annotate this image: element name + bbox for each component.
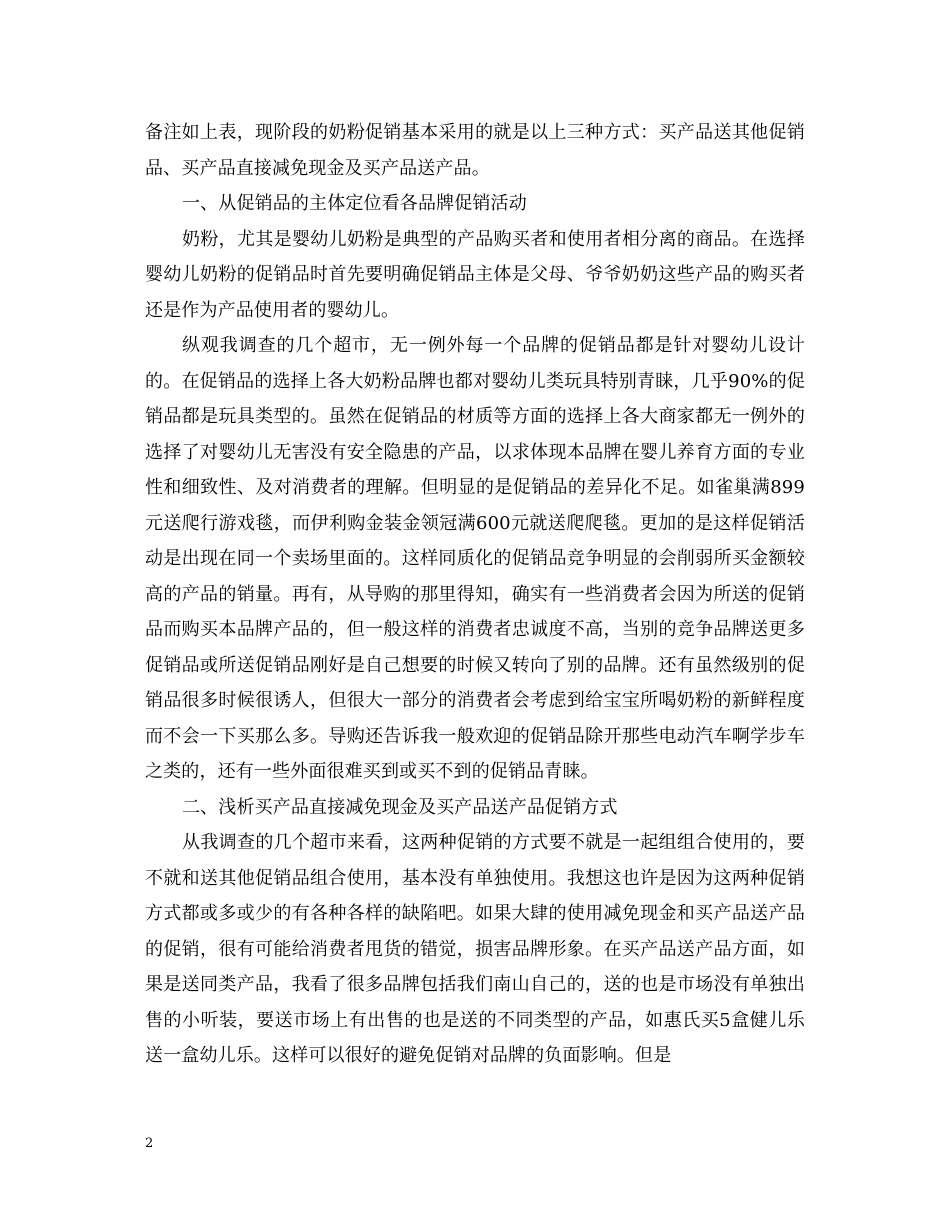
paragraph-milk-powder: 奶粉，尤其是婴幼儿奶粉是典型的产品购买者和使用者相分离的商品。在选择婴幼儿奶粉的促销品时首先要明确促销品主体是父母、爷爷奶奶这些产品的购买者还是作为产品使用者的婴幼儿。 <box>145 228 805 321</box>
paragraph-survey-findings: 纵观我调查的几个超市，无一例外每一个品牌的促销品都是针对婴幼儿设计的。在促销品的选择上各大奶粉品牌也都对婴幼儿类玩具特别青睐，几乎90%的促销品都是玩具类型的。虽然在促销品的材质等方面的选择上各大商家都无一例外的选择了对婴幼儿无害没有安全隐患的产品，以求体现本品牌在婴儿养育方面的专业性和细致性、及对消费者的理解。但明显的是促销品的差异化不足。如雀巢满899元送爬行游戏毯，而伊利购金装金领冠满600元就送爬爬毯。更加的是这样促销活动是出现在同一个卖场里面的。这样同质化的促销品竞争明显的会削弱所买金额较高的产品的销量。再有，从导购的那里得知，确实有一些消费者会因为所送的促销品而购买本品牌产品的，但一般这样的消费者忠诚度不高，当别的竞争品牌送更多促销品或所送促销品刚好是自己想要的时候又转向了别的品牌。还有虽然级别的促销品很多时候很诱人，但很大一部分的消费者会考虑到给宝宝所喝奶粉的新鲜程度而不会一下买那么多。导购还告诉我一般欢迎的促销品除开那些电动汽车啊学步车之类的，还有一些外面很难买到或买不到的促销品青睐。 <box>145 335 805 782</box>
section-heading-2: 二、浅析买产品直接减免现金及买产品送产品促销方式 <box>182 796 618 818</box>
page-body <box>145 115 805 1074</box>
paragraph-intro-remark: 备注如上表，现阶段的奶粉促销基本采用的就是以上三种方式：买产品送其他促销品、买产品直接减免现金及买产品送产品。 <box>145 122 805 179</box>
section-heading-1: 一、从促销品的主体定位看各品牌促销活动 <box>182 193 527 214</box>
page-number: 2 <box>145 1136 154 1151</box>
paragraph-promotion-methods: 从我调查的几个超市来看，这两种促销的方式要不就是一起组组合使用的，要不就和送其他促销品组合使用，基本没有单独使用。我想这也许是因为这两种促销方式都或多或少的有各种各样的缺陷吧。如果大肆的使用减免现金和买产品送产品的促销，很有可能给消费者甩货的错觉，损害品牌形象。在买产品送产品方面，如果是送同类产品，我看了很多品牌包括我们南山自己的，送的也是市场没有单独出售的小听装，要送市场上有出售的也是送的不同类型的产品，如惠氏买5盒健儿乐送一盒幼儿乐。这样可以很好的避免促销对品牌的负面影响。但是 <box>145 832 805 1066</box>
